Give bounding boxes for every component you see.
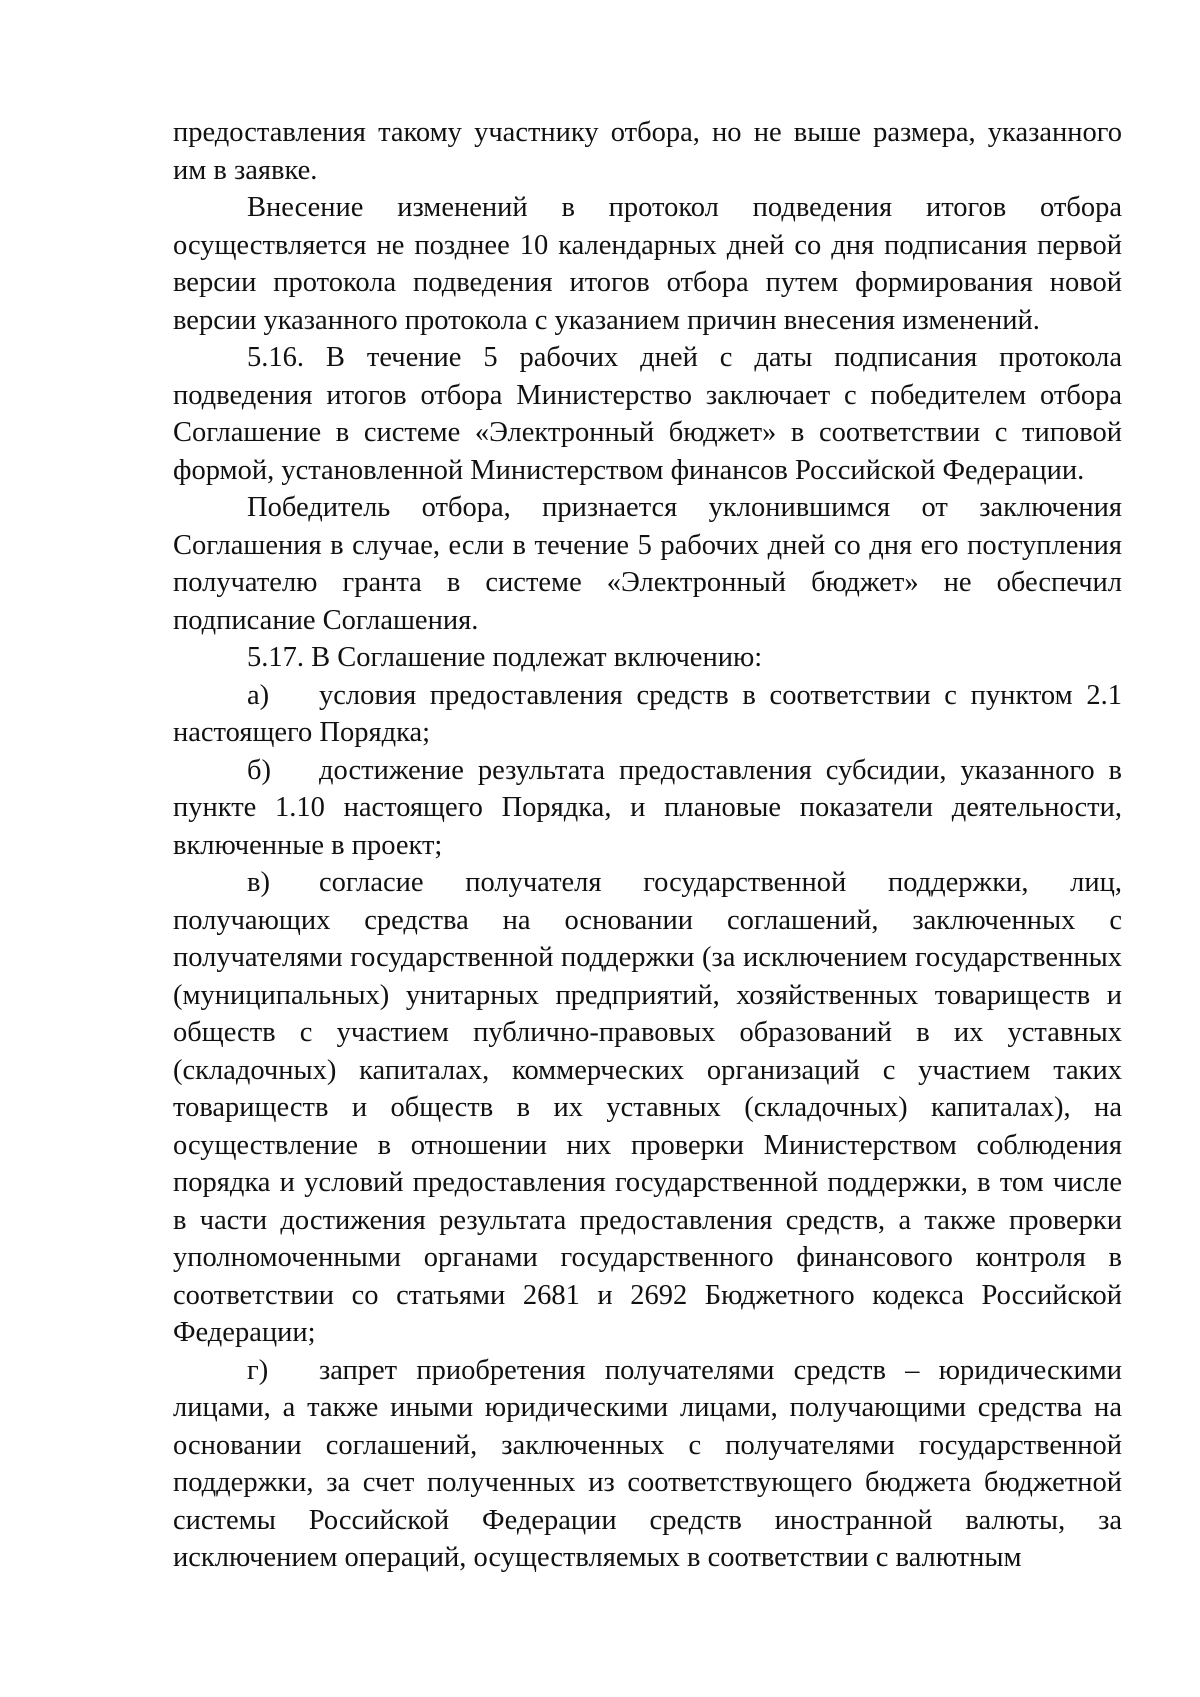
list-marker: б) xyxy=(247,754,271,786)
list-item-text: достижение результата предоставления субсидии, указанного в пункте 1.10 настоящего Порядка, и плановые показатели деятельности, включенные в проект; xyxy=(173,754,1122,861)
list-item-text: условия предоставления средств в соответствии с пунктом 2.1 настоящего Порядка; xyxy=(173,679,1122,748)
paragraph-continuation: предоставления такому участнику отбора, но не выше размера, указанного им в заявке. xyxy=(173,117,1122,186)
list-item-g xyxy=(173,1352,1122,1577)
paragraph-winner-evasion: Победитель отбора, признается уклонившимся от заключения Соглашения в случае, если в течение 5 рабочих дней со дня его поступления получателю гранта в системе «Электронный бюджет» не обеспечил подписание Соглашения. xyxy=(173,492,1122,636)
list-item-v xyxy=(173,864,1122,1352)
list-item-a xyxy=(173,677,1122,752)
list-marker: г) xyxy=(247,1354,269,1386)
paragraph-5-17-heading: 5.17. В Соглашение подлежат включению: xyxy=(247,642,763,673)
document-body xyxy=(173,114,1122,1577)
list-item-text: согласие получателя государственной поддержки, лиц, получающих средства на основании соглашений, заключенных с получателями государственной поддержки (за исключением государственных (муниципальных) унитарных предприятий, хозяйственных товариществ и обществ с участием публично-правовых образований в их уставных (складочных) капиталах, коммерческих организаций с участием таких товариществ и обществ в их уставных (складочных) капиталах), на осуществление в отношении них проверки Министерством соблюдения порядка и условий предоставления государственной поддержки, в том числе в части достижения результата предоставления средств, а также проверки уполномоченными органами государственного финансового контроля в соответствии со статьями 2681 и 2692 Бюджетного кодекса Российской Федерации; xyxy=(173,867,1122,1348)
paragraph-5-16: 5.16. В течение 5 рабочих дней с даты подписания протокола подведения итогов отбора Министерство заключает с победителем отбора Соглашение в системе «Электронный бюджет» в соответствии с типовой формой, установленной Министерством финансов Российской Федерации. xyxy=(173,342,1122,486)
paragraph-protocol-changes: Внесение изменений в протокол подведения итогов отбора осуществляется не позднее 10 календарных дней со дня подписания первой версии протокола подведения итогов отбора путем формирования новой версии указанного протокола с указанием причин внесения изменений. xyxy=(173,192,1122,336)
list-item-text: запрет приобретения получателями средств – юридическими лицами, а также иными юридическими лицами, получающими средства на основании соглашений, заключенных с получателями государственной поддержки, за счет полученных из соответствующего бюджета бюджетной системы Российской Федерации средств иностранной валюты, за исключением операций, осуществляемых в соответствии с валютным xyxy=(173,1354,1122,1573)
list-item-b xyxy=(173,752,1122,865)
list-marker: а) xyxy=(247,679,270,711)
list-marker: в) xyxy=(247,867,270,898)
